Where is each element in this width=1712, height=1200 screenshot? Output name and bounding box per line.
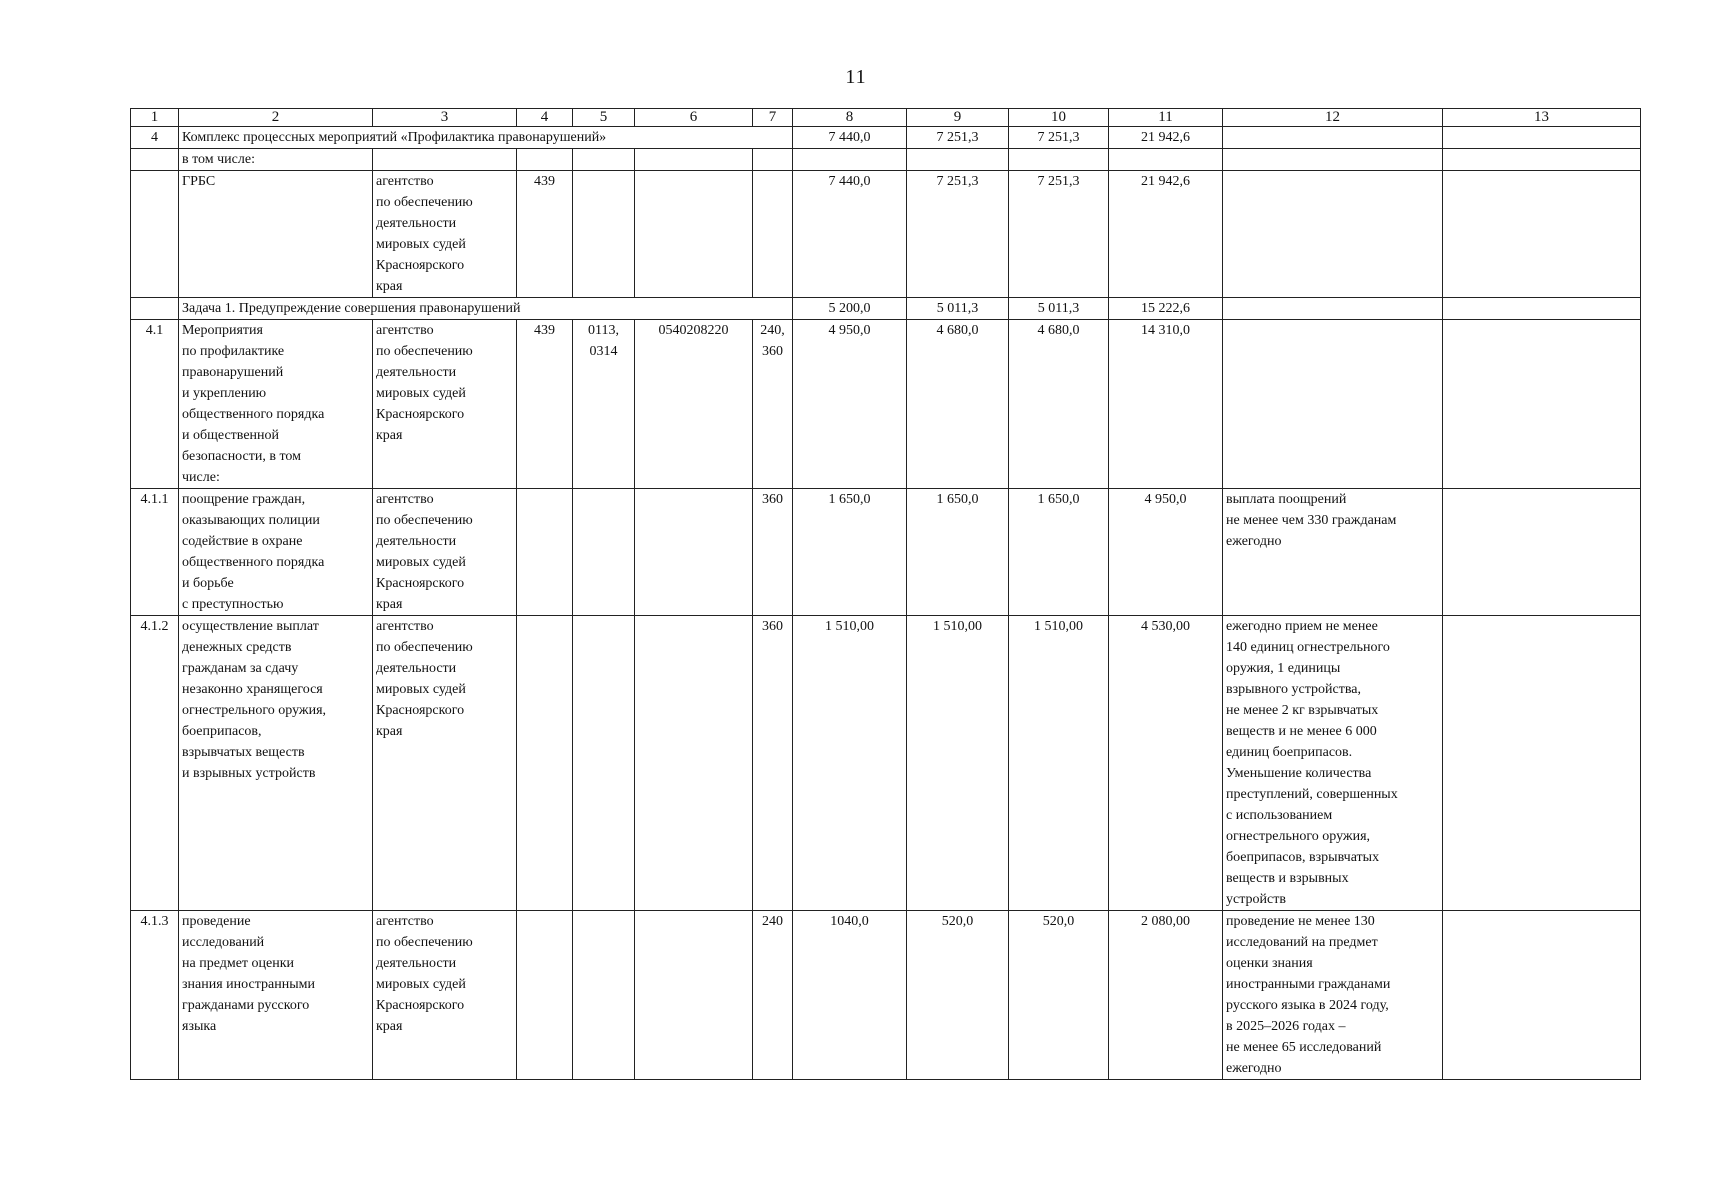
cell-col10: 7 251,3: [1009, 127, 1109, 149]
column-header: 13: [1443, 109, 1641, 127]
cell-col9: 1 510,00: [907, 616, 1009, 911]
row-number: 4.1.3: [131, 911, 179, 1080]
cell-col7: 360: [753, 616, 793, 911]
cell-col10: 4 680,0: [1009, 320, 1109, 489]
cell-col4: 439: [517, 171, 573, 298]
table-row-4-1-1: [131, 489, 1641, 616]
cell-col6: 0540208220: [635, 320, 753, 489]
cell-col8: 1 510,00: [793, 616, 907, 911]
budget-table: [130, 108, 1641, 1080]
cell-col11: 4 530,00: [1109, 616, 1223, 911]
column-header: 12: [1223, 109, 1443, 127]
agency-cell: агентство по обеспечению деятельности мировых судей Красноярского края: [373, 489, 517, 616]
cell-col9: 4 680,0: [907, 320, 1009, 489]
table-row-grbs: [131, 171, 1641, 298]
including-label: в том числе:: [179, 149, 373, 171]
activity-name: поощрение граждан, оказывающих полиции содействие в охране общественного порядка и борьбе с преступностью: [179, 489, 373, 616]
cell-col8: 1040,0: [793, 911, 907, 1080]
cell-col9: 1 650,0: [907, 489, 1009, 616]
column-header: 11: [1109, 109, 1223, 127]
cell-col11: 15 222,6: [1109, 298, 1223, 320]
row-number: 4: [131, 127, 179, 149]
agency-cell: агентство по обеспечению деятельности мировых судей Красноярского края: [373, 911, 517, 1080]
table-row-4-1: [131, 320, 1641, 489]
cell-col10: 1 510,00: [1009, 616, 1109, 911]
column-header: 9: [907, 109, 1009, 127]
table-row-4-1-2: [131, 616, 1641, 911]
result-description: выплата поощрений не менее чем 330 гражданам ежегодно: [1223, 489, 1443, 616]
column-header: 8: [793, 109, 907, 127]
result-description: ежегодно прием не менее 140 единиц огнестрельного оружия, 1 единицы взрывного устройства, не менее 2 кг взрывчатых веществ и не менее 6 000 единиц боеприпасов. Уменьшение количества преступлений, совершенных с использованием огнестрельного оружия, боеприпасов, взрывчатых веществ и взрывных устройств: [1223, 616, 1443, 911]
result-description: проведение не менее 130 исследований на предмет оценки знания иностранными гражданами русского языка в 2024 году, в 2025–2026 годах – не менее 65 исследований ежегодно: [1223, 911, 1443, 1080]
cell-col11: 21 942,6: [1109, 127, 1223, 149]
agency-cell: агентство по обеспечению деятельности мировых судей Красноярского края: [373, 171, 517, 298]
column-header: 2: [179, 109, 373, 127]
activity-name: проведение исследований на предмет оценки знания иностранными гражданами русского языка: [179, 911, 373, 1080]
header-row: [131, 109, 1641, 127]
column-header: 5: [573, 109, 635, 127]
cell-col7: 360: [753, 489, 793, 616]
column-header: 1: [131, 109, 179, 127]
cell-col4: 439: [517, 320, 573, 489]
table-row-including: [131, 149, 1641, 171]
cell-col13: [1443, 127, 1641, 149]
cell-col7: 240: [753, 911, 793, 1080]
table-row-task1: [131, 298, 1641, 320]
grbs-label: ГРБС: [179, 171, 373, 298]
table-row-4-1-3: [131, 911, 1641, 1080]
cell-col9: 5 011,3: [907, 298, 1009, 320]
cell-col9: 7 251,3: [907, 171, 1009, 298]
cell-col12: [1223, 320, 1443, 489]
cell-col8: 4 950,0: [793, 320, 907, 489]
cell-col12: [1223, 127, 1443, 149]
cell-col10: 7 251,3: [1009, 171, 1109, 298]
column-header: 4: [517, 109, 573, 127]
task-title: Задача 1. Предупреждение совершения правонарушений: [179, 298, 793, 320]
cell-col11: 2 080,00: [1109, 911, 1223, 1080]
agency-cell: агентство по обеспечению деятельности мировых судей Красноярского края: [373, 320, 517, 489]
cell-col10: 1 650,0: [1009, 489, 1109, 616]
row-number: 4.1.2: [131, 616, 179, 911]
column-header: 3: [373, 109, 517, 127]
cell-col10: 5 011,3: [1009, 298, 1109, 320]
table-row-complex: [131, 127, 1641, 149]
agency-cell: агентство по обеспечению деятельности мировых судей Красноярского края: [373, 616, 517, 911]
complex-title: Комплекс процессных мероприятий «Профилактика правонарушений»: [179, 127, 793, 149]
cell-col9: 520,0: [907, 911, 1009, 1080]
cell-col8: 7 440,0: [793, 127, 907, 149]
page-number: 11: [845, 66, 867, 88]
cell-col8: 1 650,0: [793, 489, 907, 616]
cell-col11: 4 950,0: [1109, 489, 1223, 616]
cell-col10: 520,0: [1009, 911, 1109, 1080]
cell-col8: 5 200,0: [793, 298, 907, 320]
column-header: 7: [753, 109, 793, 127]
cell-col8: 7 440,0: [793, 171, 907, 298]
row-number: 4.1.1: [131, 489, 179, 616]
activity-name: осуществление выплат денежных средств гражданам за сдачу незаконно хранящегося огнестрельного оружия, боеприпасов, взрывчатых веществ и взрывных устройств: [179, 616, 373, 911]
cell-col9: 7 251,3: [907, 127, 1009, 149]
cell-col11: 21 942,6: [1109, 171, 1223, 298]
activity-name: Мероприятия по профилактике правонарушений и укреплению общественного порядка и общественной безопасности, в том числе:: [179, 320, 373, 489]
column-header: 10: [1009, 109, 1109, 127]
cell-col7: 240, 360: [753, 320, 793, 489]
cell-col5: 0113, 0314: [573, 320, 635, 489]
row-number: 4.1: [131, 320, 179, 489]
column-header: 6: [635, 109, 753, 127]
cell-col11: 14 310,0: [1109, 320, 1223, 489]
